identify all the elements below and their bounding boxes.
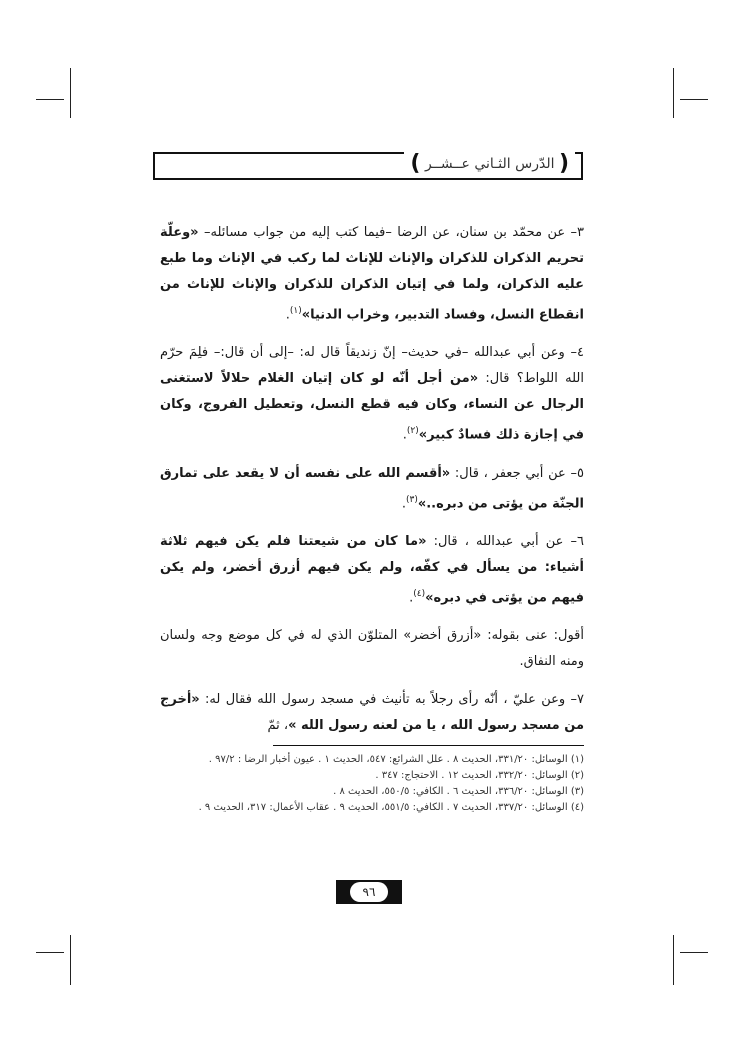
page-number-box — [336, 880, 402, 904]
footnote-divider — [273, 745, 584, 746]
footnote-ref: (٢) — [406, 426, 419, 437]
hadith-paragraph: ٤– وعن أبي عبدالله –في حديث– إنّ زنديقاً قال له: –إلى أن قال:– فلِمَ حرّم الله اللواط؟ قال: «من أجل أنّه لو كان إتيان الغلام حلالاً لاستغنى الرجال عن النساء، وكان فيه قطع النسل، وتعطيل الفروج، وكان في إجازة ذلك فسادٌ كبير»$^{(٢)}$. — [160, 345, 584, 443]
footnote-ref: (٤) — [413, 588, 426, 599]
page-number: ٩٦ — [350, 882, 388, 902]
commentary-paragraph: أقول: عنى بقوله: «أزرق أخضر» المتلوّن الذي له في كل موضع وجه ولسان ومنه النفاق. — [160, 628, 584, 670]
footnote-ref: (٣) — [405, 494, 418, 505]
footnote: (١) الوسائل: ٣٣١/٢٠، الحديث ٨ . علل الشرائع: ٥٤٧، الحديث ١ . عيون أخبار الرضا : ٩٧/٢ . — [208, 754, 584, 765]
crop-mark — [70, 68, 71, 118]
footnote: (٣) الوسائل: ٣٣٦/٢٠، الحديث ٦ . الكافي: ٥٥٠/٥، الحديث ٨ . — [333, 786, 584, 797]
crop-mark — [70, 935, 71, 985]
footnote-ref: (١) — [289, 306, 302, 316]
lesson-title: الدّرس الثـاني عــشــر — [424, 156, 555, 172]
lesson-header — [153, 152, 583, 180]
body-text — [160, 220, 584, 751]
footnotes — [160, 752, 584, 816]
hadith-paragraph: ٧– وعن عليّ ، أنّه رأى رجلاً به تأنيث في مسجد رسول الله فقال له: «أخرج من مسجد رسول الله ، يا من لعنه رسول الله »، ثمّ — [160, 692, 584, 734]
hadith-paragraph: ٥– عن أبي جعفر ، قال: «أقسم الله على نفسه أن لا يقعد على تمارق الجنّة من يؤتى من دبره..»$^{(٣)}$. — [160, 465, 584, 511]
hadith-paragraph: ٣– عن محمّد بن سنان، عن الرضا –فيما كتب إليه من جواب مسائله– «وعلّة تحريم الذكران للذكران والإناث للإناث لما ركب في الإناث وما طبع عليه الذكران، ولما في إتيان الذكران للذكران والإناث للإناث من انقطاع النسل، وفساد التدبير، وخراب الدنيا»$^{(١)}$. — [160, 225, 584, 323]
crop-mark — [680, 952, 708, 953]
bracket-left-icon: ) — [410, 151, 421, 176]
crop-mark — [36, 99, 64, 100]
footnote: (٤) الوسائل: ٣٣٧/٢٠، الحديث ٧ . الكافي: ٥٥١/٥، الحديث ٩ . عقاب الأعمال: ٣١٧، الحديث ٩ . — [198, 802, 584, 813]
bracket-right-icon: ( — [558, 151, 569, 176]
crop-mark — [673, 935, 674, 985]
crop-mark — [673, 68, 674, 118]
crop-mark — [36, 952, 64, 953]
footnote: (٢) الوسائل: ٣٣٢/٢٠، الحديث ١٢ . الاحتجاج: ٣٤٧ . — [375, 770, 584, 781]
hadith-paragraph: ٦– عن أبي عبدالله ، قال: «ما كان من شيعتنا فلم يكن فيهم ثلاثة أشياء: من يسأل في كفّه، ولم يكن فيهم أزرق أخضر، ولم يكن فيهم من يؤتى في دبره»$^{(٤)}$. — [160, 533, 584, 606]
crop-mark — [680, 99, 708, 100]
